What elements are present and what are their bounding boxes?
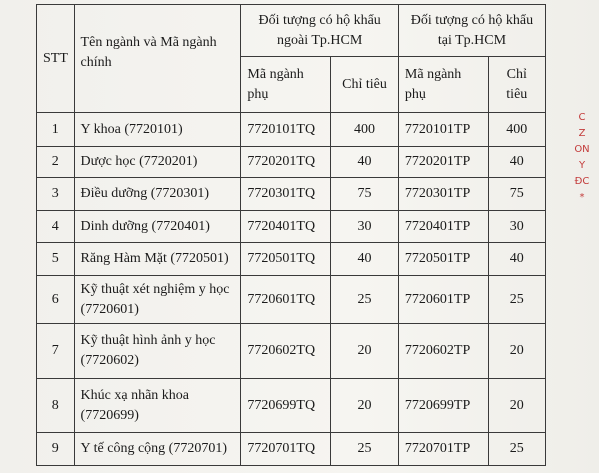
stamp-text: Z	[578, 128, 586, 139]
row-code-inside: 7720701TP	[398, 433, 488, 466]
row-code-inside: 7720401TP	[398, 211, 488, 243]
table-row	[37, 324, 546, 379]
admissions-quota-table	[36, 4, 546, 466]
header-outside-hcm: Đối tượng có hộ khẩu ngoài Tp.HCM	[241, 5, 398, 57]
row-program-name: Y tế công cộng (7720701)	[74, 433, 241, 466]
table-row	[37, 433, 546, 466]
row-quota-outside: 400	[331, 113, 399, 147]
table-row	[37, 379, 546, 433]
row-code-outside: 7720699TQ	[241, 379, 331, 433]
row-quota-inside: 75	[488, 178, 545, 211]
table-row	[37, 211, 546, 243]
row-code-outside: 7720602TQ	[241, 324, 331, 379]
row-stt: 5	[37, 243, 75, 276]
row-stt: 2	[37, 147, 75, 178]
row-stt: 4	[37, 211, 75, 243]
row-program-name: Y khoa (7720101)	[74, 113, 241, 147]
row-quota-outside: 30	[331, 211, 399, 243]
row-quota-outside: 25	[331, 433, 399, 466]
row-quota-inside: 20	[488, 379, 545, 433]
row-quota-inside: 40	[488, 147, 545, 178]
row-stt: 6	[37, 276, 75, 324]
row-code-outside: 7720201TQ	[241, 147, 331, 178]
row-code-outside: 7720601TQ	[241, 276, 331, 324]
row-code-inside: 7720301TP	[398, 178, 488, 211]
header-inside-hcm: Đối tượng có hộ khẩu tại Tp.HCM	[398, 5, 545, 57]
row-stt: 1	[37, 113, 75, 147]
row-quota-inside: 40	[488, 243, 545, 276]
table-row	[37, 147, 546, 178]
table-row	[37, 243, 546, 276]
stamp-text: C	[578, 112, 586, 123]
row-code-inside: 7720501TP	[398, 243, 488, 276]
row-code-outside: 7720701TQ	[241, 433, 331, 466]
row-program-name: Điều dưỡng (7720301)	[74, 178, 241, 211]
row-stt: 9	[37, 433, 75, 466]
stamp-text: ĐC	[574, 176, 590, 187]
row-code-outside: 7720101TQ	[241, 113, 331, 147]
table-row	[37, 178, 546, 211]
row-quota-inside: 400	[488, 113, 545, 147]
table-row	[37, 113, 546, 147]
row-stt: 7	[37, 324, 75, 379]
row-stt: 3	[37, 178, 75, 211]
row-program-name: Khúc xạ nhãn khoa (7720699)	[74, 379, 241, 433]
row-quota-outside: 25	[331, 276, 399, 324]
header-program-name: Tên ngành và Mã ngành chính	[74, 5, 241, 113]
row-code-inside: 7720699TP	[398, 379, 488, 433]
subheader-quota-inside: Chỉ tiêu	[488, 57, 545, 113]
subheader-quota-outside: Chỉ tiêu	[331, 57, 399, 113]
row-quota-inside: 30	[488, 211, 545, 243]
row-program-name: Răng Hàm Mặt (7720501)	[74, 243, 241, 276]
header-stt: STT	[37, 5, 75, 113]
row-code-outside: 7720501TQ	[241, 243, 331, 276]
row-code-inside: 7720201TP	[398, 147, 488, 178]
row-quota-inside: 25	[488, 433, 545, 466]
row-quota-outside: 20	[331, 379, 399, 433]
row-quota-inside: 25	[488, 276, 545, 324]
row-program-name: Kỹ thuật xét nghiệm y học (7720601)	[74, 276, 241, 324]
red-stamp-mark	[568, 110, 596, 206]
row-code-inside: 7720101TP	[398, 113, 488, 147]
row-quota-outside: 40	[331, 147, 399, 178]
table-row	[37, 276, 546, 324]
row-quota-outside: 40	[331, 243, 399, 276]
row-program-name: Dược học (7720201)	[74, 147, 241, 178]
row-quota-outside: 75	[331, 178, 399, 211]
stamp-star-icon: *	[579, 192, 585, 203]
row-stt: 8	[37, 379, 75, 433]
subheader-code-inside: Mã ngành phụ	[398, 57, 488, 113]
stamp-text: ON	[574, 144, 590, 155]
row-program-name: Dinh dưỡng (7720401)	[74, 211, 241, 243]
row-code-inside: 7720601TP	[398, 276, 488, 324]
subheader-code-outside: Mã ngành phụ	[241, 57, 331, 113]
row-code-outside: 7720401TQ	[241, 211, 331, 243]
row-code-outside: 7720301TQ	[241, 178, 331, 211]
row-quota-inside: 20	[488, 324, 545, 379]
row-quota-outside: 20	[331, 324, 399, 379]
stamp-text: Y	[578, 160, 586, 171]
row-code-inside: 7720602TP	[398, 324, 488, 379]
row-program-name: Kỹ thuật hình ảnh y học (7720602)	[74, 324, 241, 379]
header-row	[37, 5, 546, 57]
